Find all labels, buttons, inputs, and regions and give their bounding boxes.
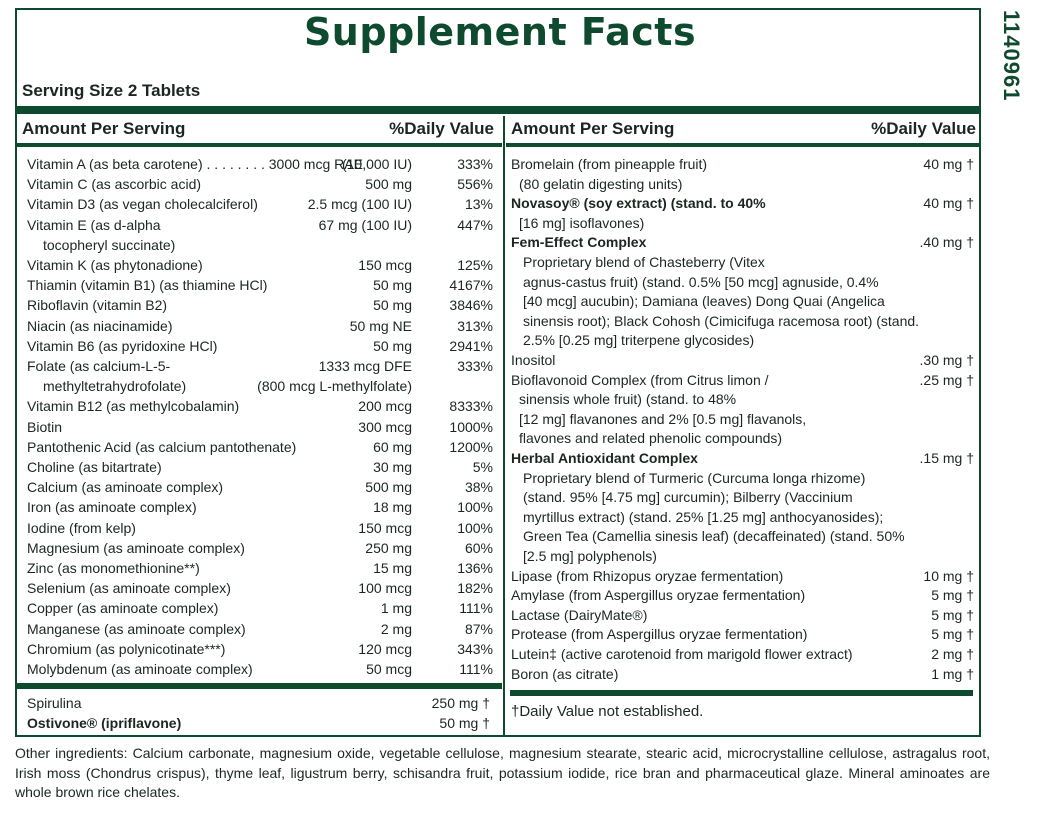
nutrient-name: Novasoy® (soy extract) (stand. to 40%: [511, 195, 766, 212]
nutrient-amount: .15 mg †: [919, 450, 974, 466]
nutrient-daily-value: 556%: [457, 176, 493, 193]
nutrient-amount: (10,000 IU): [341, 156, 412, 172]
nutrient-amount: 500 mg: [365, 176, 412, 193]
nutrient-name: (80 gelatin digesting units): [519, 175, 683, 192]
nutrient-amount: 200 mcg: [358, 398, 412, 415]
nutrient-name: Choline (as bitartrate): [27, 459, 162, 475]
extra-amount: 250 mg †: [431, 695, 490, 711]
nutrient-daily-value: 125%: [457, 257, 493, 273]
nutrient-daily-value: 111%: [459, 600, 493, 617]
extra-name: Ostivone® (ipriflavone): [27, 715, 182, 731]
nutrient-amount: 30 mg: [373, 459, 412, 475]
nutrient-amount: 50 mg: [373, 297, 412, 314]
nutrient-name: Selenium (as aminoate complex): [27, 580, 231, 597]
nutrient-name: Calcium (as aminoate complex): [27, 479, 224, 496]
nutrient-amount: 120 mcg: [358, 640, 412, 657]
nutrient-amount: 5 mg †: [931, 606, 974, 623]
left-dv-header: %Daily Value: [389, 119, 494, 138]
nutrient-name: (stand. 95% [4.75 mg] curcumin); Bilberry (Vaccinium: [523, 489, 853, 506]
nutrient-amount: .30 mg †: [919, 352, 974, 368]
nutrient-name: Vitamin C (as ascorbic acid): [27, 176, 202, 193]
nutrient-name: Iron (as aminoate complex): [27, 499, 197, 516]
nutrient-name: Herbal Antioxidant Complex: [511, 450, 698, 466]
nutrient-amount: .40 mg †: [919, 234, 974, 251]
nutrient-daily-value: 1200%: [449, 438, 493, 455]
nutrient-daily-value: 60%: [464, 539, 493, 556]
nutrient-name: 2.5% [0.25 mg] triterpene glycosides): [523, 332, 755, 349]
nutrient-name: tocopheryl succinate): [43, 236, 176, 253]
nutrient-name: Inositol: [511, 352, 556, 368]
nutrient-name: Vitamin K (as phytonadione): [27, 257, 203, 273]
nutrient-name: Molybdenum (as aminoate complex): [27, 661, 253, 677]
extra-name: Spirulina: [27, 695, 82, 711]
nutrient-daily-value: 87%: [464, 620, 493, 637]
other-ingredients: Other ingredients: Calcium carbonate, magnesium oxide, vegetable cellulose, magnesium stearate, stearic acid, microcrystalline cellulose, astragalus root, Irish moss (Chondrus crispus), thyme leaf, ligustrum berry, schisandra fruit, potassium iodide, rice bran and pharmaceutical glaze. Mineral aminoates are whole brown rice chelates.: [15, 745, 990, 800]
nutrient-name: Magnesium (as aminoate complex): [27, 539, 245, 556]
nutrient-name: sinensis whole fruit) (stand. to 48%: [519, 391, 737, 408]
nutrient-amount: 150 mcg: [358, 519, 412, 536]
nutrient-daily-value: 100%: [457, 519, 493, 536]
nutrient-amount: 250 mg: [365, 539, 412, 556]
nutrient-name: Amylase (from Aspergillus oryzae fermentation): [511, 587, 806, 604]
nutrient-name: [16 mg] isoflavones): [519, 214, 645, 231]
nutrient-name: Pantothenic Acid (as calcium pantothenate): [27, 438, 297, 455]
nutrient-name: Thiamin (vitamin B1) (as thiamine HCl): [27, 277, 268, 294]
nutrient-name: Green Tea (Camellia sinesis leaf) (decaffeinated) (stand. 50%: [523, 528, 905, 545]
serving-size: Serving Size 2 Tablets: [22, 81, 201, 100]
divider-bar-top: [15, 106, 981, 114]
nutrient-amount: 40 mg †: [923, 156, 974, 172]
nutrient-name: [12 mg] flavanones and 2% [0.5 mg] flavanols,: [519, 410, 807, 427]
nutrient-daily-value: 333%: [457, 358, 493, 374]
nutrient-name: Vitamin B12 (as methylcobalamin): [27, 398, 240, 415]
nutrient-daily-value: 38%: [464, 479, 493, 496]
nutrient-daily-value: 313%: [457, 317, 493, 334]
nutrient-name: Proprietary blend of Chasteberry (Vitex: [523, 254, 765, 270]
nutrient-daily-value: 1000%: [449, 418, 493, 435]
nutrient-name: Protease (from Aspergillus oryzae fermentation): [511, 626, 808, 643]
nutrient-name: Zinc (as monomethionine**): [27, 560, 200, 576]
nutrient-amount: 2 mg †: [931, 646, 974, 662]
nutrient-name: Proprietary blend of Turmeric (Curcuma longa rhizome): [523, 469, 866, 486]
nutrient-name: Boron (as citrate): [511, 665, 619, 682]
nutrient-name: Iodine (from kelp): [27, 519, 136, 536]
nutrient-name: methyltetrahydrofolate): [43, 378, 187, 395]
nutrient-name: Riboflavin (vitamin B2): [27, 297, 168, 314]
nutrient-amount: .25 mg †: [919, 371, 974, 388]
nutrient-amount: 67 mg (100 IU): [318, 216, 412, 233]
nutrient-name: Niacin (as niacinamide): [27, 317, 173, 334]
extra-amount: 50 mg †: [439, 715, 490, 731]
nutrient-amount: 15 mg: [373, 560, 412, 576]
nutrient-daily-value: 343%: [457, 640, 493, 657]
nutrient-daily-value: 111%: [459, 661, 493, 677]
nutrient-amount: 300 mcg: [358, 418, 412, 435]
nutrient-amount: 50 mg NE: [349, 317, 412, 334]
nutrient-daily-value: 5%: [472, 459, 493, 475]
column-divider: [503, 116, 505, 737]
nutrient-name: Fem-Effect Complex: [511, 234, 647, 251]
nutrient-name: Copper (as aminoate complex): [27, 600, 219, 617]
nutrient-amount: 50 mg: [373, 277, 412, 294]
right-dv-header: %Daily Value: [871, 119, 976, 138]
nutrient-name: flavones and related phenolic compounds): [519, 430, 783, 447]
right-bottom-bar: [510, 690, 973, 696]
nutrient-name: Manganese (as aminoate complex): [27, 620, 246, 637]
nutrient-amount: 10 mg †: [923, 567, 974, 584]
nutrient-amount: 50 mcg: [366, 661, 412, 677]
nutrient-name: Biotin: [27, 418, 63, 435]
nutrient-daily-value: 333%: [457, 156, 493, 172]
nutrient-name: myrtillus extract) (stand. 25% [1.25 mg] anthocyanosides);: [523, 508, 884, 525]
left-amount-header: Amount Per Serving: [22, 119, 186, 138]
nutrient-name: Folate (as calcium-L-5-: [27, 358, 171, 374]
nutrient-daily-value: 136%: [457, 560, 493, 576]
nutrient-name: agnus-castus fruit) (stand. 0.5% [50 mcg] agnuside, 0.4%: [523, 273, 879, 290]
nutrient-name: [40 mcg] aucubin); Damiana (leaves) Dong Quai (Angelica: [523, 293, 885, 310]
nutrient-amount: 1 mg: [380, 600, 412, 617]
nutrient-amount: (800 mcg L-methylfolate): [257, 378, 412, 395]
nutrient-amount: 150 mcg: [358, 257, 412, 273]
nutrient-name: Bromelain (from pineapple fruit): [511, 156, 708, 172]
nutrient-daily-value: 447%: [457, 216, 493, 233]
nutrient-amount: 60 mg: [373, 438, 412, 455]
nutrient-daily-value: 3846%: [449, 297, 493, 314]
nutrient-name: [2.5 mg] polyphenols): [523, 548, 657, 564]
nutrient-daily-value: 8333%: [449, 398, 493, 415]
nutrient-name: Vitamin B6 (as pyridoxine HCl): [27, 337, 218, 354]
nutrient-name: Chromium (as polynicotinate***): [27, 640, 226, 657]
nutrient-amount: 500 mg: [365, 479, 412, 496]
nutrient-amount: 18 mg: [373, 499, 412, 516]
nutrient-name: Lutein‡ (active carotenoid from marigold flower extract): [511, 646, 853, 662]
nutrient-amount: 50 mg: [373, 337, 412, 354]
nutrient-daily-value: 100%: [457, 499, 493, 516]
nutrient-name: sinensis root); Black Cohosh (Cimicifuga racemosa root) (stand.: [523, 312, 920, 329]
nutrient-daily-value: 2941%: [449, 337, 493, 354]
left-bottom-bar: [17, 683, 502, 689]
nutrient-name: Lipase (from Rhizopus oryzae fermentation): [511, 567, 784, 584]
nutrient-daily-value: 4167%: [449, 277, 493, 294]
nutrient-amount: 2.5 mcg (100 IU): [307, 196, 412, 213]
panel-title: Supplement Facts: [303, 10, 697, 54]
nutrient-name: Vitamin D3 (as vegan cholecalciferol): [27, 196, 258, 213]
right-amount-header: Amount Per Serving: [511, 119, 675, 138]
nutrient-amount: 1 mg †: [931, 665, 974, 682]
nutrient-name: Vitamin E (as d-alpha: [27, 216, 161, 233]
nutrient-name: Vitamin A (as beta carotene) . . . . . . . . 3000 mcg RAE: [27, 156, 363, 172]
nutrient-amount: 2 mg: [380, 620, 412, 637]
nutrient-amount: 5 mg †: [931, 587, 974, 604]
nutrient-amount: 40 mg †: [923, 195, 974, 212]
nutrient-amount: 5 mg †: [931, 626, 974, 643]
daily-value-footnote: †Daily Value not established.: [511, 703, 704, 720]
left-header-bar: [17, 143, 502, 147]
nutrient-daily-value: 182%: [457, 580, 493, 597]
nutrient-amount: 100 mcg: [358, 580, 412, 597]
nutrient-name: Lactase (DairyMate®): [511, 606, 648, 623]
nutrient-amount: 1333 mcg DFE: [318, 358, 412, 374]
product-code: 1140961: [999, 10, 1024, 102]
nutrient-daily-value: 13%: [464, 196, 493, 213]
nutrient-name: Bioflavonoid Complex (from Citrus limon /: [511, 371, 769, 388]
right-header-bar: [506, 143, 979, 147]
